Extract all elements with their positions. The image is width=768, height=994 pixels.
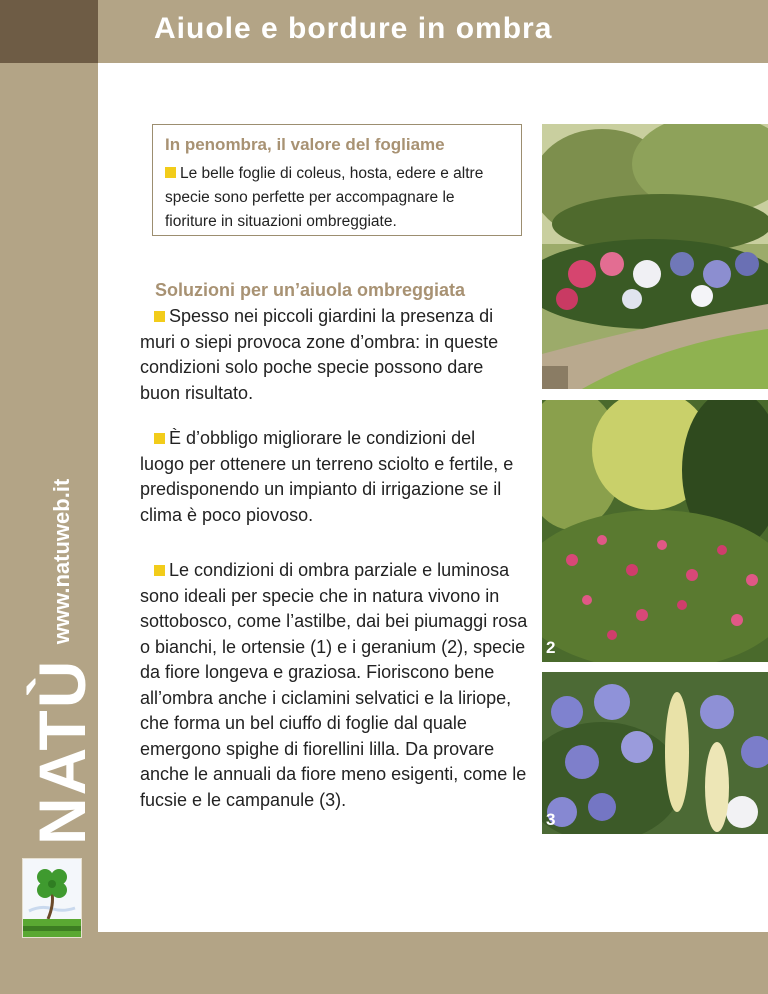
paragraph-3	[140, 558, 530, 813]
brand-vertical	[24, 479, 100, 845]
photo-2	[542, 400, 768, 662]
paragraph-1-text: Spesso nei piccoli giardini la presenza di muri o siepi provoca zone d’ombra: in queste condizioni solo poche specie possono dare buon risultato.	[140, 306, 499, 403]
bullet-square-icon	[154, 433, 165, 444]
photo-2-number: 2	[546, 638, 556, 657]
callout-text: Le belle foglie di coleus, hosta, edere e altre specie sono perfette per accompagnare le fioriture in situazioni ombreggiate.	[165, 165, 484, 230]
giardinaggio-logo	[22, 858, 82, 938]
hydrangea-garden-photo	[542, 124, 768, 389]
callout-title: In penombra, il valore del fogliame	[165, 135, 445, 154]
paragraph-2-text: È d’obbligo migliorare le condizioni del luogo per ottenere un terreno sciolto e fertile, e predisponendo un impianto di irrigazione se il clima è poco piovoso.	[140, 428, 514, 525]
bullet-square-icon	[154, 311, 165, 322]
campanula-photo	[542, 672, 768, 834]
paragraph-2	[140, 426, 520, 528]
page-title: Aiuole e bordure in ombra	[154, 12, 553, 45]
paragraph-1	[140, 304, 526, 406]
header-corner	[0, 0, 98, 63]
paragraph-3-text: Le condizioni di ombra parziale e luminosa sono ideali per specie che in natura vivono in sottobosco, come l’astilbe, dai bei piumaggi rosa o bianchi, le ortensie (1) e i geranium (2), specie da fiore longeva e graziosa. Fioriscono bene all’ombra anche i ciclamini selvatici e la liriope, che forma un bel ciuffo di foglie dal quale emergono spighe di fiorellini lilla. Da provare anche le annuali da fiore meno esigenti, come le fucsie e le campanule (3).	[140, 560, 528, 810]
bullet-square-icon	[165, 167, 176, 178]
photo-3	[542, 672, 768, 834]
section-title: Soluzioni per un’aiuola ombreggiata	[155, 280, 466, 300]
callout-body	[165, 162, 509, 234]
foliage-callout	[152, 124, 522, 236]
photo-1	[542, 124, 768, 389]
brand-url: www.natuweb.it	[49, 478, 74, 645]
brand-name: NATÙ	[25, 658, 99, 845]
footer-band	[98, 932, 768, 994]
clover-tree-icon	[23, 859, 81, 937]
bullet-square-icon	[154, 565, 165, 576]
photo-3-number: 3	[546, 810, 556, 829]
geranium-photo	[542, 400, 768, 662]
